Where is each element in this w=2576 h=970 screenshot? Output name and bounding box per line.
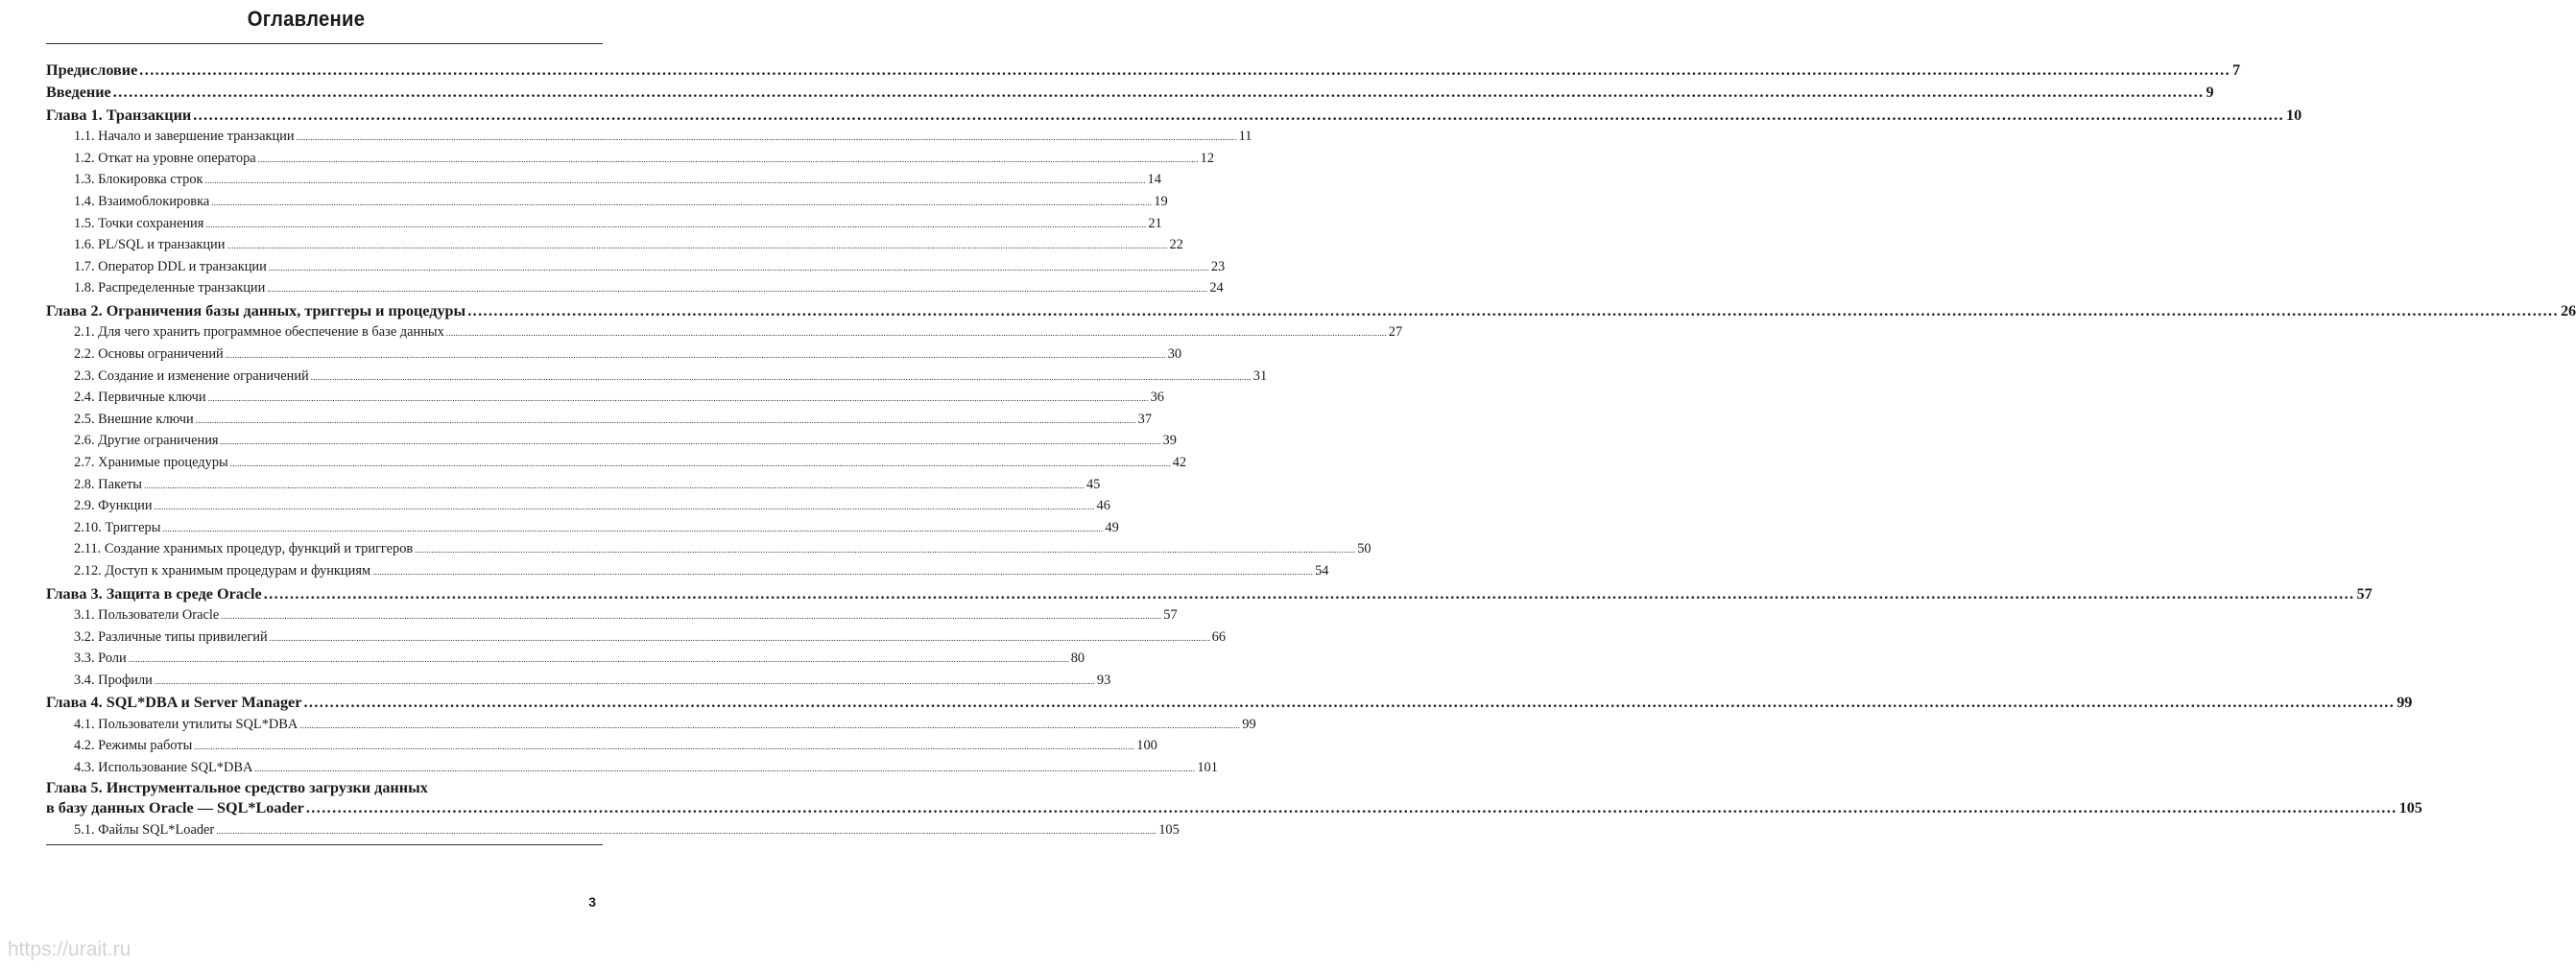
- toc-entry-label: 4.2. Режимы работы: [74, 738, 193, 754]
- toc-entry-label: Введение: [46, 83, 111, 102]
- dot-leader: ................................................................................................................................................................................................................................................................................................................................................................................................................: [154, 502, 1095, 512]
- toc-entry-section: [46, 736, 1157, 758]
- toc-entry-label: 1.7. Оператор DDL и транзакции: [74, 258, 267, 274]
- toc-entry-label: Глава 5. Инструментальное средство загрузки данных: [46, 779, 428, 797]
- toc-entry-page: 23: [1210, 258, 1226, 274]
- toc-entry-page: 57: [1163, 606, 1178, 623]
- toc-entry-page: 66: [1211, 628, 1227, 645]
- dot-leader: ................................................................................................................................................................................................................................................................................................................................................................................................................: [112, 83, 2205, 102]
- toc-entry-page: 9: [2206, 83, 2214, 102]
- toc-entry-label: 2.2. Основы ограничений: [74, 345, 224, 362]
- toc-entry-section: [46, 322, 1403, 344]
- dot-leader: ................................................................................................................................................................................................................................................................................................................................................................................................................: [221, 610, 1162, 621]
- toc-entry-page: 39: [1162, 433, 1177, 449]
- toc-entry-section: [46, 214, 1162, 236]
- toc-entry-label: 1.2. Откат на уровне оператора: [74, 150, 256, 166]
- toc-entry-section: [46, 671, 1111, 693]
- toc-entry-label: Глава 2. Ограничения базы данных, триггеры и процедуры: [46, 301, 466, 319]
- dot-leader: ................................................................................................................................................................................................................................................................................................................................................................................................................: [268, 262, 1209, 272]
- toc-entry-page: 80: [1070, 651, 1085, 667]
- toc-entry-section: [46, 149, 1215, 171]
- toc-entry-section: [46, 278, 1224, 300]
- dot-leader: ................................................................................................................................................................................................................................................................................................................................................................................................................: [269, 632, 1210, 643]
- dot-leader: ................................................................................................................................................................................................................................................................................................................................................................................................................: [139, 61, 2231, 79]
- toc-entry-label: 4.1. Пользователи утилиты SQL*DBA: [74, 716, 298, 732]
- dot-leader: ................................................................................................................................................................................................................................................................................................................................................................................................................: [211, 198, 1153, 207]
- dot-leader: ................................................................................................................................................................................................................................................................................................................................................................................................................: [225, 349, 1166, 360]
- dot-leader: ................................................................................................................................................................................................................................................................................................................................................................................................................: [194, 742, 1135, 752]
- toc-entry-label: Предисловие: [46, 61, 138, 79]
- toc-entry-label: 1.8. Распределенные транзакции: [74, 280, 266, 296]
- toc-entry-section: [46, 410, 1153, 432]
- toc-entry-label: 1.4. Взаимоблокировка: [74, 194, 210, 209]
- toc-entry-label: 2.6. Другие ограничения: [74, 433, 219, 449]
- toc-entry-page: 12: [1200, 150, 1215, 166]
- dot-leader: ................................................................................................................................................................................................................................................................................................................................................................................................................: [154, 675, 1095, 686]
- toc-entry-label: 5.1. Файлы SQL*Loader: [74, 821, 215, 838]
- toc-entry-section: [46, 127, 1252, 149]
- toc-entry-label: 3.1. Пользователи Oracle: [74, 606, 220, 623]
- toc-entry-page: 24: [1209, 280, 1224, 296]
- dot-leader: ................................................................................................................................................................................................................................................................................................................................................................................................................: [372, 566, 1314, 577]
- dot-leader: ................................................................................................................................................................................................................................................................................................................................................................................................................: [205, 219, 1147, 229]
- toc-entry-page: 26: [2560, 301, 2576, 319]
- toc-entry-section: [46, 605, 1178, 627]
- toc-entry-page: 36: [1150, 390, 1164, 406]
- toc-entry-page: 37: [1137, 411, 1153, 427]
- toc-entry-section: [46, 820, 1180, 842]
- dot-leader: ................................................................................................................................................................................................................................................................................................................................................................................................................: [305, 799, 2397, 817]
- toc-entry-page: 99: [2397, 694, 2413, 712]
- toc-entry-page: 46: [1096, 498, 1110, 514]
- toc-entry-section: [46, 257, 1226, 279]
- toc-entry-label: Глава 3. Защита в среде Oracle: [46, 584, 262, 603]
- toc-entry-chapter: [46, 82, 2214, 104]
- toc-entry-page: 45: [1085, 476, 1101, 492]
- toc-entry-section: [46, 561, 1329, 583]
- toc-entry-label: 2.9. Функции: [74, 498, 153, 514]
- dot-leader: ................................................................................................................................................................................................................................................................................................................................................................................................................: [216, 825, 1157, 836]
- toc-entry-label: 2.8. Пакеты: [74, 476, 142, 492]
- dot-leader: ................................................................................................................................................................................................................................................................................................................................................................................................................: [445, 328, 1387, 339]
- dot-leader: ................................................................................................................................................................................................................................................................................................................................................................................................................: [299, 720, 1241, 730]
- toc-entry-chapter: [46, 583, 2373, 605]
- toc-entry-label: 2.1. Для чего хранить программное обеспечение в базе данных: [74, 324, 444, 341]
- toc-entry-page: 31: [1252, 367, 1268, 384]
- toc-entry-page: 10: [2285, 106, 2302, 124]
- toc-entry-page: 93: [1096, 672, 1111, 688]
- dot-leader: ................................................................................................................................................................................................................................................................................................................................................................................................................: [204, 176, 1146, 186]
- toc-entry-section: [46, 627, 1227, 650]
- toc-entry-chapter: [46, 59, 2241, 82]
- dot-leader: ................................................................................................................................................................................................................................................................................................................................................................................................................: [310, 371, 1252, 382]
- toc-entry-label: 2.4. Первичные ключи: [74, 390, 206, 406]
- watermark: https://urait.ru: [8, 938, 131, 960]
- toc-entry-section: [46, 496, 1110, 518]
- toc-entry-chapter: [46, 105, 2302, 127]
- page-title: Оглавление: [247, 7, 366, 31]
- dot-leader: ................................................................................................................................................................................................................................................................................................................................................................................................................: [263, 584, 2355, 603]
- toc-entry-label: 1.3. Блокировка строк: [74, 172, 203, 188]
- toc-entry-label: 2.10. Триггеры: [74, 519, 161, 535]
- toc-entry-page: 101: [1197, 759, 1218, 775]
- toc-entry-page: 14: [1147, 172, 1161, 188]
- page-number: 3: [588, 894, 596, 910]
- toc-entry-section: [46, 367, 1268, 389]
- toc-entry-label: 1.6. PL/SQL и транзакции: [74, 237, 226, 253]
- toc-entry-chapter: [46, 779, 603, 797]
- toc-entry-page: 57: [2356, 584, 2373, 603]
- toc-entry-page: 21: [1148, 215, 1162, 231]
- dot-leader: ................................................................................................................................................................................................................................................................................................................................................................................................................: [162, 523, 1104, 533]
- toc-entry-chapter: [46, 300, 2576, 322]
- dot-leader: ................................................................................................................................................................................................................................................................................................................................................................................................................: [220, 437, 1161, 447]
- dot-leader: ................................................................................................................................................................................................................................................................................................................................................................................................................: [257, 154, 1199, 164]
- toc-entry-section: [46, 453, 1187, 475]
- toc-entry-section: [46, 518, 1119, 540]
- dot-leader: ................................................................................................................................................................................................................................................................................................................................................................................................................: [267, 284, 1208, 295]
- toc-entry-label: 1.5. Точки сохранения: [74, 215, 204, 231]
- toc-entry-page: 11: [1238, 129, 1252, 145]
- toc-entry-label-continuation: в базу данных Oracle — SQL*Loader: [46, 799, 304, 817]
- toc-entry-label: 2.7. Хранимые процедуры: [74, 454, 228, 470]
- toc-entry-page: 19: [1154, 194, 1168, 209]
- toc-entry-section: [46, 649, 1085, 671]
- toc-entry-page: 105: [1158, 821, 1180, 838]
- toc-entry-label: 3.4. Профили: [74, 672, 153, 688]
- toc-entry-page: 49: [1105, 519, 1119, 535]
- toc-entry-page: 42: [1172, 454, 1187, 470]
- dot-leader: ................................................................................................................................................................................................................................................................................................................................................................................................................: [207, 393, 1149, 404]
- toc-entry-label: Глава 1. Транзакции: [46, 106, 192, 124]
- toc-entry-label: Глава 4. SQL*DBA и Server Manager: [46, 694, 302, 712]
- toc-entry-label: 3.3. Роли: [74, 651, 127, 667]
- toc-entry-page: 100: [1136, 738, 1157, 754]
- toc-entry-page: 105: [2398, 799, 2422, 817]
- toc-entry-section: [46, 170, 1161, 192]
- table-of-contents: [46, 59, 2576, 841]
- toc-entry-page: 7: [2232, 61, 2241, 79]
- dot-leader: ................................................................................................................................................................................................................................................................................................................................................................................................................: [227, 241, 1168, 251]
- toc-entry-page: 99: [1242, 716, 1256, 732]
- toc-entry-section: [46, 715, 1256, 737]
- bottom-rule: [46, 844, 603, 845]
- toc-entry-label: 3.2. Различные типы привилегий: [74, 628, 268, 645]
- toc-entry-section: [46, 344, 1182, 367]
- dot-leader: ................................................................................................................................................................................................................................................................................................................................................................................................................: [296, 132, 1237, 143]
- dot-leader: ................................................................................................................................................................................................................................................................................................................................................................................................................: [254, 763, 1196, 773]
- dot-leader: ................................................................................................................................................................................................................................................................................................................................................................................................................: [193, 106, 2284, 124]
- dot-leader: ................................................................................................................................................................................................................................................................................................................................................................................................................: [303, 694, 2396, 712]
- title-rule: [46, 43, 603, 44]
- toc-entry-label: 2.12. Доступ к хранимым процедурам и функциям: [74, 562, 371, 579]
- toc-entry-label: 2.11. Создание хранимых процедур, функций и триггеров: [74, 541, 414, 557]
- toc-entry-section: [46, 235, 1183, 257]
- toc-entry-label: 4.3. Использование SQL*DBA: [74, 759, 253, 775]
- toc-entry-section: [46, 539, 1371, 561]
- dot-leader: ................................................................................................................................................................................................................................................................................................................................................................................................................: [467, 301, 2559, 319]
- toc-entry-page: 30: [1167, 345, 1182, 362]
- toc-entry-section: [46, 758, 1218, 780]
- dot-leader: ................................................................................................................................................................................................................................................................................................................................................................................................................: [229, 458, 1171, 468]
- toc-entry-section: [46, 475, 1101, 497]
- toc-entry-page: 22: [1169, 237, 1183, 253]
- toc-entry-chapter-continuation: [46, 797, 2422, 819]
- toc-entry-label: 2.5. Внешние ключи: [74, 411, 194, 427]
- toc-entry-page: 50: [1357, 541, 1371, 557]
- toc-entry-label: 2.3. Создание и изменение ограничений: [74, 367, 309, 384]
- toc-entry-chapter: [46, 692, 2413, 714]
- dot-leader: ................................................................................................................................................................................................................................................................................................................................................................................................................: [415, 545, 1356, 556]
- toc-entry-section: [46, 431, 1177, 453]
- toc-entry-page: 27: [1388, 324, 1403, 341]
- toc-entry-page: 54: [1315, 562, 1329, 579]
- toc-entry-label: 1.1. Начало и завершение транзакции: [74, 129, 295, 145]
- dot-leader: ................................................................................................................................................................................................................................................................................................................................................................................................................: [195, 414, 1136, 425]
- dot-leader: ................................................................................................................................................................................................................................................................................................................................................................................................................: [128, 654, 1069, 665]
- toc-entry-section: [46, 388, 1164, 410]
- toc-entry-section: [46, 192, 1168, 214]
- dot-leader: ................................................................................................................................................................................................................................................................................................................................................................................................................: [143, 480, 1085, 490]
